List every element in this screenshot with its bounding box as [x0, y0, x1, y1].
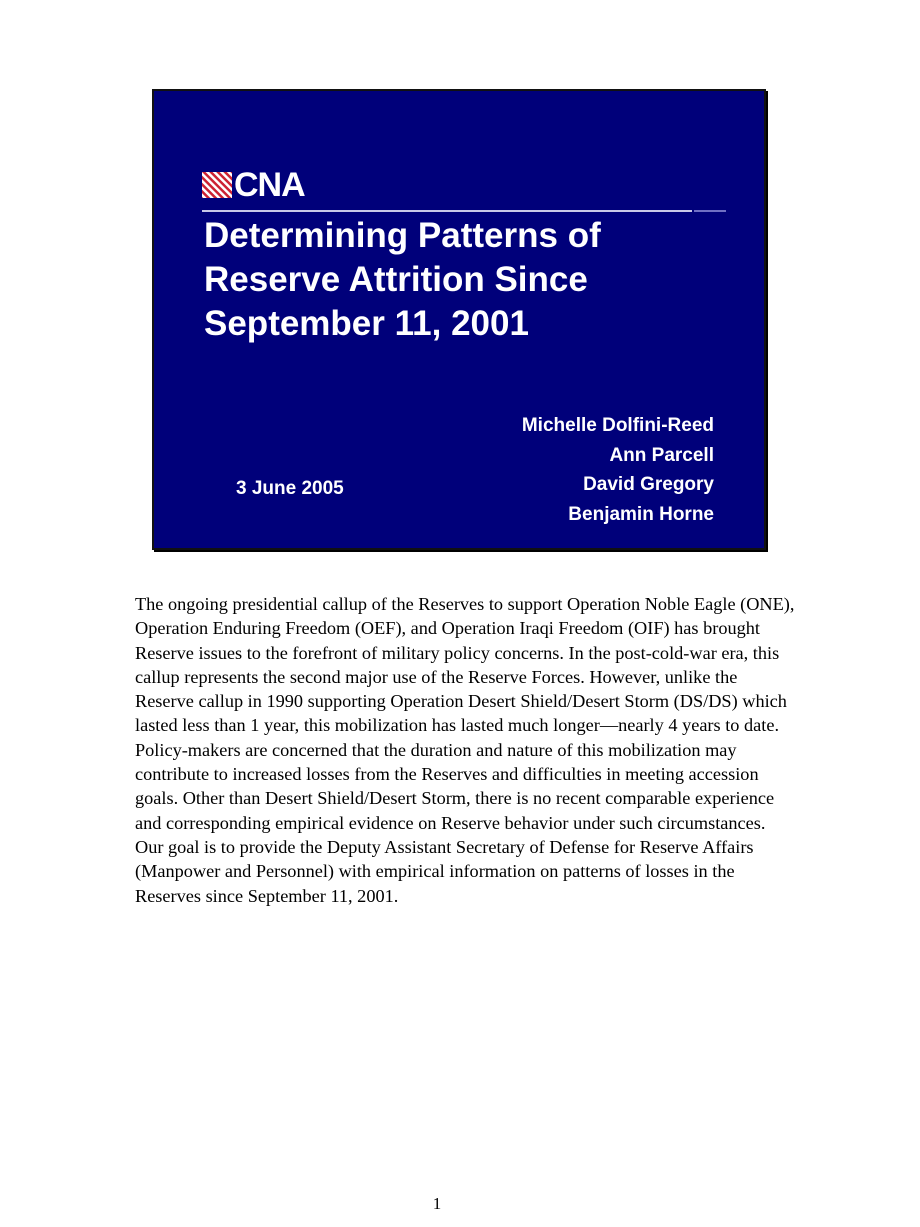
- title-slide: [152, 89, 766, 550]
- slide-date: 3 June 2005: [236, 478, 344, 499]
- author-name: Michelle Dolfini-Reed: [521, 415, 714, 436]
- title-line: Reserve Attrition Since: [204, 260, 588, 299]
- logo-text: CNA: [234, 166, 305, 204]
- title-line: Determining Patterns of: [204, 216, 601, 255]
- body-paragraph: The ongoing presidential callup of the Reserves to support Operation Noble Eagle (ONE), Operation Enduring Freedom (OEF), and Operation Iraqi Freedom (OIF) has brought Reserve issues to the forefront of military policy concerns. In the post-cold-war era, this callup represents the second major use of the Reserve Forces. However, unlike the Reserve callup in 1990 supporting Operation Desert Shield/Desert Storm (DS/DS) which lasted less than 1 year, this mobilization has lasted much longer—nearly 4 years to date. Policy-makers are concerned that the duration and nature of this mobilization may contribute to increased losses from the Reserves and difficulties in meeting accession goals. Other than Desert Shield/Desert Storm, there is no recent comparable experience and corresponding empirical evidence on Reserve behavior under such circumstances. Our goal is to provide the Deputy Assistant Secretary of Defense for Reserve Affairs (Manpower and Personnel) with empirical information on patterns of losses in the Reserves since September 11, 2001.: [135, 594, 795, 906]
- title-divider: [202, 210, 692, 212]
- logo-stripes-icon: [202, 172, 232, 198]
- slide-title: [204, 214, 724, 346]
- author-list: [522, 411, 714, 529]
- title-line: September 11, 2001: [204, 304, 529, 343]
- author-name: Ann Parcell: [609, 444, 714, 466]
- cna-logo: [202, 166, 336, 204]
- page-number: 1: [432, 1194, 442, 1213]
- title-divider-end: [694, 210, 726, 212]
- author-name: Benjamin Horne: [568, 503, 714, 525]
- author-name: David Gregory: [583, 474, 714, 496]
